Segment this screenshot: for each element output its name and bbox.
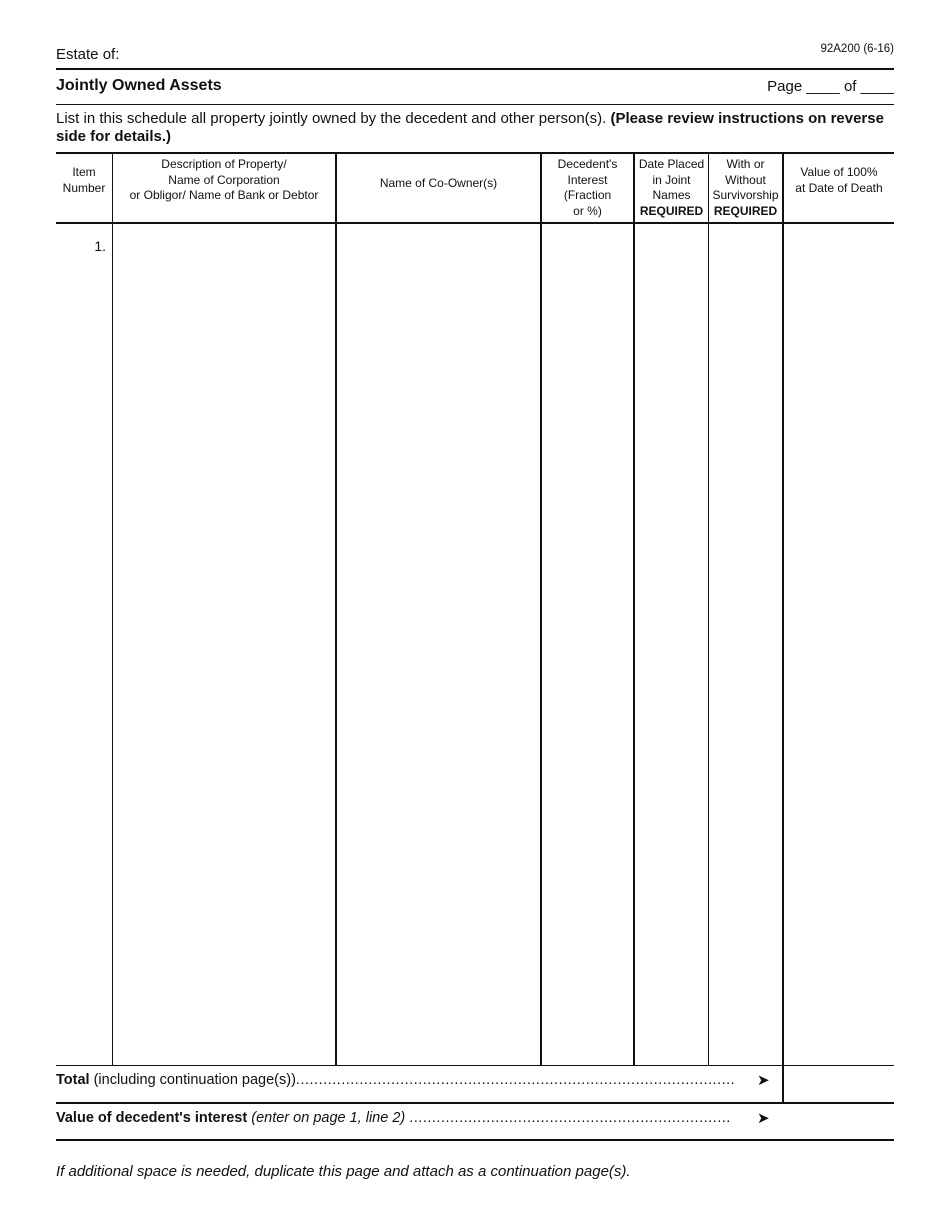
column-divider: [782, 153, 784, 1102]
table-bottom-rule: [56, 1065, 894, 1066]
value-arrow-icon: ➤: [757, 1110, 770, 1127]
column-divider: [112, 153, 113, 1065]
total-label: [56, 1072, 735, 1088]
decedent-interest-label: [56, 1110, 731, 1126]
item-number: 1.: [94, 238, 106, 254]
column-divider: [540, 153, 542, 1065]
col-header-description: Description of Property/ Name of Corporation or Obligor/ Name of Bank or Debtor: [129, 157, 319, 202]
col-header-date-placed: Date Placed in Joint Names REQUIRED: [638, 157, 705, 218]
table-header-rule: [56, 222, 894, 224]
table-top-rule: [56, 152, 894, 154]
column-divider: [633, 153, 635, 1065]
total-bold: Total: [56, 1072, 90, 1088]
value-bold: Value of decedent's interest: [56, 1110, 248, 1126]
instructions: [56, 110, 896, 146]
col-header-item-number: Item Number: [62, 165, 106, 195]
page-total-blank[interactable]: ____: [860, 78, 894, 95]
value-rule: [56, 1139, 894, 1141]
page-number-blank[interactable]: ____: [806, 78, 840, 95]
form-code: 92A200 (6-16): [820, 43, 894, 55]
estate-of-label: Estate of:: [56, 46, 120, 63]
column-divider: [335, 153, 337, 1065]
column-divider: [708, 153, 709, 1065]
section-title: Jointly Owned Assets: [56, 77, 222, 94]
title-rule: [56, 104, 894, 105]
value-italic: (enter on page 1, line 2): [251, 1110, 406, 1126]
total-text: (including continuation page(s)): [93, 1072, 296, 1088]
total-rule: [56, 1102, 894, 1104]
page-indicator: [767, 78, 894, 95]
page-of-label: of: [843, 78, 857, 95]
total-value-field[interactable]: [784, 1066, 894, 1102]
col-header-survivorship: With or Without Survivorship REQUIRED: [712, 157, 779, 218]
instructions-text: List in this schedule all property jointly owned by the decedent and other person(s).: [56, 110, 607, 127]
dot-leader: .......................................................................: [409, 1110, 731, 1126]
total-arrow-icon: ➤: [757, 1072, 770, 1089]
col-header-co-owners: Name of Co-Owner(s): [379, 176, 498, 190]
decedent-interest-value-field[interactable]: [784, 1104, 894, 1139]
col-header-decedent-interest: Decedent's Interest (Fraction or %): [557, 157, 618, 218]
footer-note: If additional space is needed, duplicate this page and attach as a continuation page(s).: [56, 1163, 631, 1180]
header-rule: [56, 68, 894, 70]
dot-leader: .................................................................................................: [295, 1072, 736, 1088]
col-header-value-at-death: Value of 100% at Date of Death: [795, 165, 883, 195]
page-label: Page: [767, 78, 803, 95]
instructions-bold-text: (Please review instructions on reverse side for details.): [56, 110, 884, 145]
